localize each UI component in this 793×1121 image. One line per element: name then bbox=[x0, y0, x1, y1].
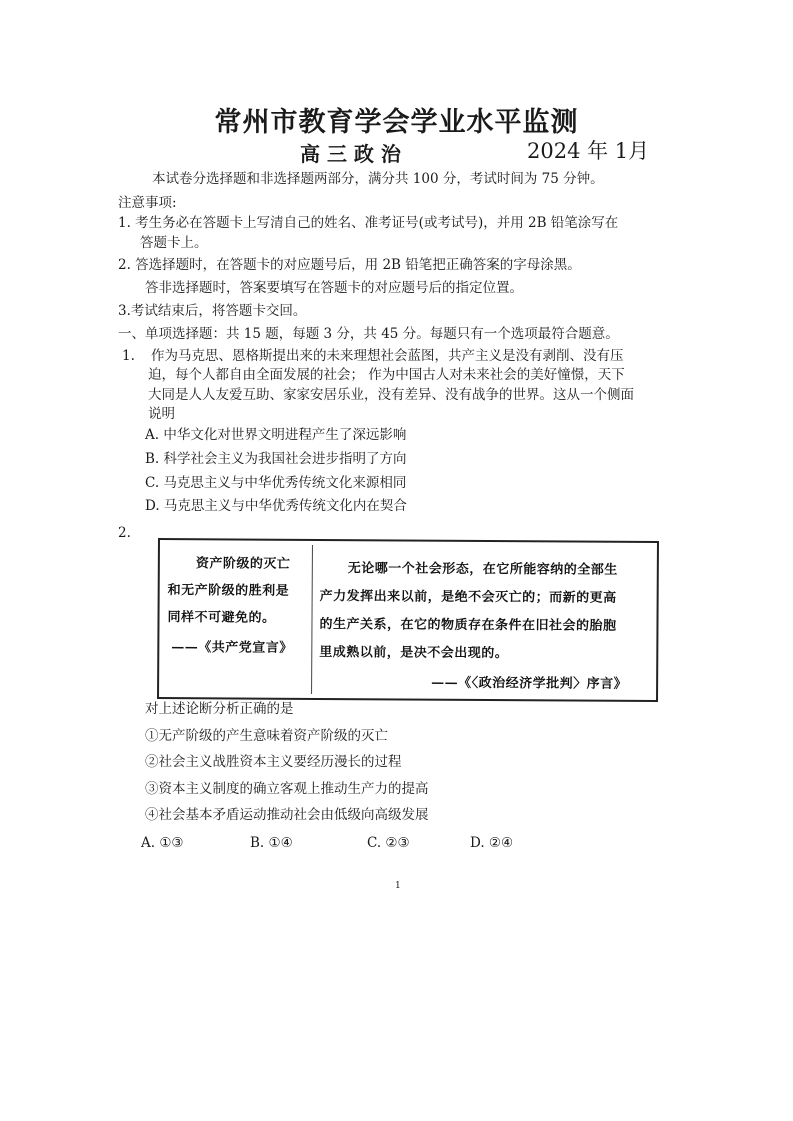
quote-right-source: ——《〈政治经济学批判〉序言》 bbox=[431, 675, 628, 692]
option-d: D. ②④ bbox=[470, 835, 514, 851]
option-b: B. ①④ bbox=[250, 835, 293, 851]
page-number: 1 bbox=[395, 881, 401, 891]
subject-title: 高 三 政 治 bbox=[300, 142, 401, 166]
notice-item: 答题卡上。 bbox=[140, 235, 208, 251]
statement-item: ③资本主义制度的确立客观上推动生产力的提高 bbox=[145, 781, 429, 797]
quote-left-line: 和无产阶级的胜利是 bbox=[167, 583, 290, 599]
option-a: A. 中华文化对世界文明进程产生了深远影响 bbox=[145, 427, 407, 443]
quote-left-line: 资产阶级的灭亡 bbox=[195, 556, 291, 572]
notice-item: 答非选择题时，答案要填写在答题卡的对应题号后的指定位置。 bbox=[145, 280, 523, 296]
quote-left-source: ——《共产党宣言》 bbox=[171, 640, 293, 656]
notice-item: 1. 考生务必在答题卡上写清自己的姓名、准考证号(或考试号)，并用 2B 铅笔涂写在 bbox=[118, 215, 619, 231]
section-heading: 一、单项选择题：共 15 题，每题 3 分，共 45 分。每题只有一个选项最符合题意。 bbox=[118, 326, 619, 342]
question-number: 2. bbox=[118, 525, 131, 541]
quote-right-line: 无论哪一个社会形态，在它所能容纳的全部生 bbox=[347, 561, 618, 578]
document-title: 常州市教育学会学业水平监测 bbox=[214, 107, 579, 138]
option-b: B. 科学社会主义为我国社会进步指明了方向 bbox=[145, 451, 407, 467]
quote-left-line: 同样不可避免的。 bbox=[167, 610, 276, 626]
statement-item: ②社会主义战胜资本主义要经历漫长的过程 bbox=[145, 754, 402, 770]
intro-text: 本试卷分选择题和非选择题两部分，满分共 100 分，考试时间为 75 分钟。 bbox=[152, 171, 604, 187]
notice-item: 2. 答选择题时，在答题卡的对应题号后，用 2B 铅笔把正确答案的字母涂黑。 bbox=[118, 257, 581, 273]
exam-date: 2024 年 1月 bbox=[527, 139, 650, 163]
statement-item: ④社会基本矛盾运动推动社会由低级向高级发展 bbox=[145, 807, 429, 823]
question-text-line: 说明 bbox=[148, 406, 175, 422]
quote-right-line: 里成熟以前，是决不会出现的。 bbox=[319, 644, 509, 662]
quote-divider bbox=[311, 545, 313, 694]
quote-right-line: 的生产关系，在它的物质存在条件在旧社会的胎胞 bbox=[319, 616, 617, 634]
statement-item: ①无产阶级的产生意味着资产阶级的灭亡 bbox=[145, 728, 388, 744]
question-number: 1. bbox=[122, 348, 135, 364]
notice-heading: 注意事项: bbox=[118, 195, 177, 211]
option-c: C. ②③ bbox=[367, 835, 410, 851]
question-stem: 对上述论断分析正确的是 bbox=[145, 701, 294, 717]
question-text-line: 迫，每个人都自由全面发展的社会； 作为中国古人对未来社会的美好憧憬，天下 bbox=[148, 367, 625, 383]
question-text-line: 作为马克思、恩格斯提出来的未来理想社会蓝图，共产主义是没有剥削、没有压 bbox=[151, 348, 624, 364]
option-d: D. 马克思主义与中华优秀传统文化内在契合 bbox=[145, 498, 407, 514]
notice-item: 3.考试结束后，将答题卡交回。 bbox=[118, 303, 307, 319]
quote-right-line: 产力发挥出来以前，是绝不会灭亡的；而新的更高 bbox=[319, 588, 617, 606]
quote-box bbox=[157, 538, 659, 702]
question-text-line: 大同是人人友爱互助、家家安居乐业，没有差异、没有战争的世界。这从一个侧面 bbox=[148, 387, 634, 403]
option-c: C. 马克思主义与中华优秀传统文化来源相同 bbox=[145, 475, 407, 491]
option-a: A. ①③ bbox=[141, 835, 184, 851]
